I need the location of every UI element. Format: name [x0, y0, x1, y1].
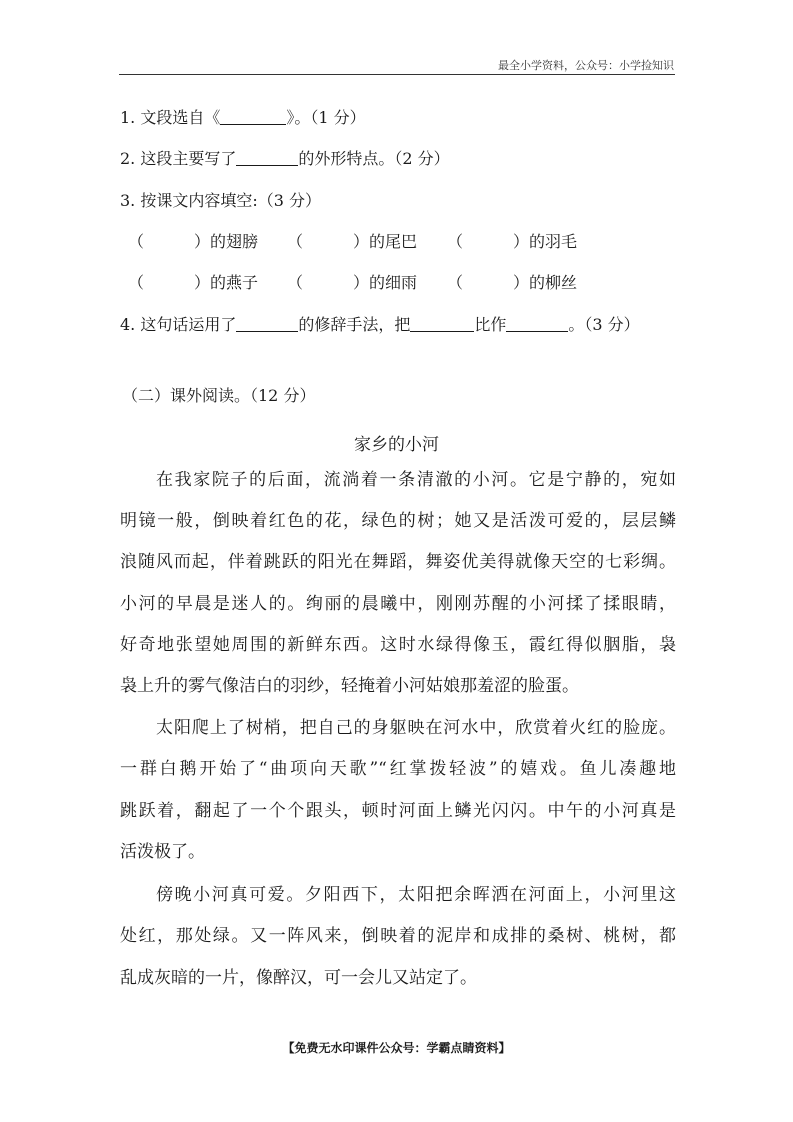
question-4-prefix: 4. 这句话运用了	[120, 315, 237, 334]
open-paren: （	[287, 232, 304, 251]
fill-item-wings[interactable]	[128, 232, 258, 252]
header-divider	[119, 74, 675, 75]
question-1-prefix: 1. 文段选自《	[120, 108, 221, 127]
fill-item-tail[interactable]	[287, 232, 417, 252]
open-paren: （	[447, 273, 464, 292]
answer-blank-4c[interactable]	[506, 315, 568, 332]
open-paren: （	[287, 273, 304, 292]
question-2-suffix: 的外形特点。（2 分）	[298, 149, 450, 168]
open-paren: （	[447, 232, 464, 251]
article-line: 一群白鹅开始了“曲项向天歌”“红掌拨轻波”的嬉戏。鱼儿凑趣地	[120, 759, 676, 779]
page-footer-text: 【免费无水印课件公众号：学霸点睛资料】	[282, 1041, 511, 1055]
question-3: 3. 按课文内容填空:（3 分）	[120, 191, 322, 210]
article-line: 活泼极了。	[120, 842, 205, 862]
question-4-mid1: 的修辞手法，把	[298, 315, 411, 334]
fill-item-label: ）的尾巴	[353, 232, 418, 251]
article-title: 家乡的小河	[354, 435, 439, 455]
answer-blank-4b[interactable]	[410, 315, 474, 332]
article-line: 好奇地张望她周围的新鲜东西。这时水绿得像玉，霞红得似胭脂，袅	[120, 635, 676, 655]
question-1	[120, 108, 366, 128]
fill-item-swallow[interactable]	[128, 273, 258, 293]
article-line: 在我家院子的后面，流淌着一条清澈的小河。它是宁静的，宛如	[156, 470, 676, 490]
question-1-suffix: 》。（1 分）	[286, 108, 366, 127]
fill-item-willow[interactable]	[447, 273, 577, 293]
fill-item-label: ）的羽毛	[513, 232, 578, 251]
page-header-text: 最全小学资料，公众号：小学捡知识	[498, 59, 674, 72]
question-4-suffix: 。（3 分）	[568, 315, 640, 334]
answer-blank-2[interactable]	[236, 149, 298, 166]
fill-item-feathers[interactable]	[447, 232, 577, 252]
question-4-mid2: 比作	[474, 315, 507, 334]
answer-blank-4a[interactable]	[236, 315, 298, 332]
article-line: 明镜一般，倒映着红色的花，绿色的树；她又是活泼可爱的，层层鳞	[120, 511, 676, 531]
question-2	[120, 149, 450, 169]
open-paren: （	[128, 232, 145, 251]
question-4	[120, 315, 640, 335]
fill-item-label: ）的柳丝	[513, 273, 578, 292]
fill-item-label: ）的翅膀	[194, 232, 259, 251]
article-line: 浪随风而起，伴着跳跃的阳光在舞蹈，舞姿优美得就像天空的七彩绸。	[120, 552, 676, 572]
article-line: 小河的早晨是迷人的。绚丽的晨曦中，刚刚苏醒的小河揉了揉眼睛，	[120, 594, 676, 614]
answer-blank-1[interactable]	[220, 108, 286, 125]
article-line: 傍晚小河真可爱。夕阳西下，太阳把余晖洒在河面上，小河里这	[156, 885, 676, 905]
article-line: 太阳爬上了树梢，把自己的身躯映在河水中，欣赏着火红的脸庞。	[156, 718, 676, 738]
section-heading: （二）课外阅读。（12 分）	[122, 386, 316, 405]
fill-item-label: ）的细雨	[353, 273, 418, 292]
article-line: 乱成灰暗的一片，像醉汉，可一会儿又站定了。	[120, 968, 477, 988]
article-line: 跳跃着，翻起了一个个跟头，顿时河面上鳞光闪闪。中午的小河真是	[120, 801, 676, 821]
article-line: 袅上升的雾气像洁白的羽纱，轻掩着小河姑娘那羞涩的脸蛋。	[120, 676, 579, 696]
question-2-prefix: 2. 这段主要写了	[120, 149, 237, 168]
article-line: 处红，那处绿。又一阵风来，倒映着的泥岸和成排的桑树、桃树，都	[120, 926, 676, 946]
open-paren: （	[128, 273, 145, 292]
fill-item-label: ）的燕子	[194, 273, 259, 292]
fill-item-drizzle[interactable]	[287, 273, 417, 293]
